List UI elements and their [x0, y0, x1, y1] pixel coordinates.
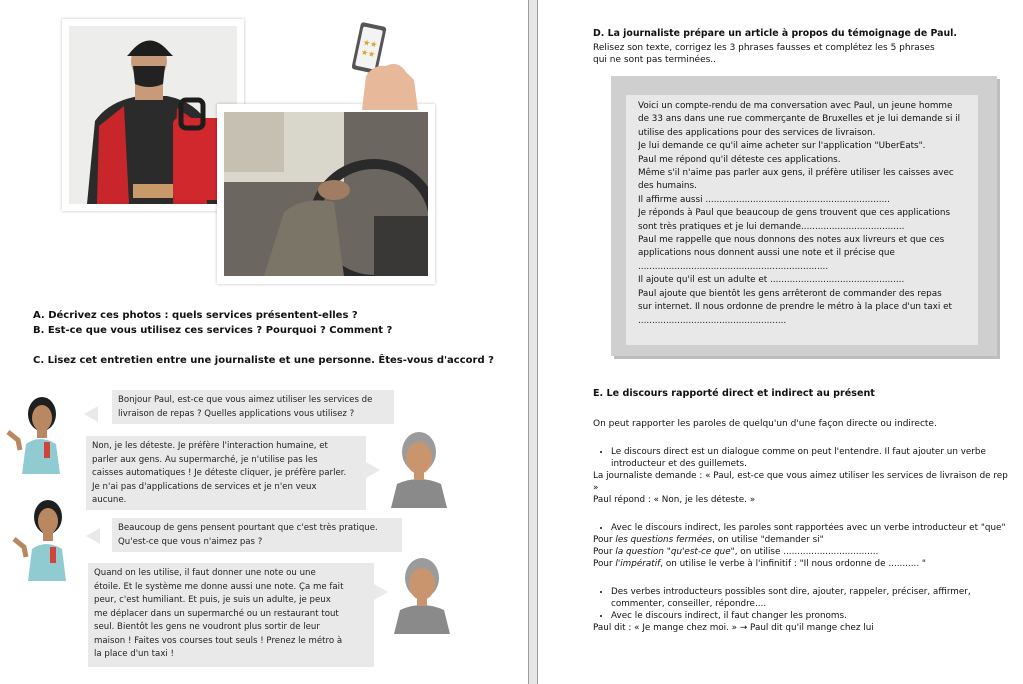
report-line: sont très pratiques et je lui demande..................................... — [638, 221, 905, 232]
dialogue-line: parler aux gens. Au supermarché, je n'utilise pas les — [92, 454, 318, 465]
dialogue-line: aucune. — [92, 495, 127, 505]
report-line: ..................................................... — [638, 315, 787, 326]
svg-text:★★: ★★ — [360, 47, 376, 60]
dialogue-line: seul. Bientôt les gens ne voudront plus sortir de leur — [94, 622, 320, 632]
section-d-title: D. La journaliste prépare un article à propos du témoignage de Paul. — [593, 28, 957, 39]
report-line: Je réponds à Paul que beaucoup de gens trouvent que ces applications — [638, 208, 951, 219]
paul-avatar — [386, 552, 458, 634]
bullet-item: • Le discours direct est un dialogue comme on peut l'entendre. Il faut ajouter un verbe introducteur et des guillemets. — [611, 446, 1023, 470]
report-line: Même s'il n'aime pas parler aux gens, il préfère utiliser les caisses avec — [638, 168, 954, 179]
dialogue-line: Non, je les déteste. Je préfère l'interaction humaine, et — [92, 441, 328, 451]
dialogue-line: me déplacer dans un supermarché ou un restaurant tout — [94, 608, 339, 619]
dialogue-bubble-journalist — [112, 518, 402, 552]
question-c: C. Lisez cet entretien entre une journaliste et une personne. Êtes-vous d'accord ? — [33, 355, 494, 366]
bullet-list — [593, 522, 1023, 534]
instruction-line: Relisez son texte, corrigez les 3 phrases fausses et complétez les 5 phrases — [593, 43, 935, 53]
section-e-intro: On peut rapporter les paroles de quelqu'un d'une façon directe ou indirecte. — [593, 419, 937, 429]
section-e-title: E. Le discours rapporté direct et indirect au présent — [593, 388, 875, 399]
bubble-tail — [86, 528, 100, 544]
bubble-tail — [84, 406, 98, 422]
phone-rating-illustration — [352, 20, 422, 110]
bullet-item: • Des verbes introducteurs possibles sont dire, ajouter, rappeler, préciser, affirmer, commenter, conseiller, répondre.... — [611, 586, 1023, 610]
report-line: Il ajoute qu'il est un adulte et ................................................ — [638, 275, 905, 286]
right-page — [538, 0, 1023, 684]
question-a: A. Décrivez ces photos : quels services présentent-elles ? — [33, 310, 358, 321]
report-line: Voici un compte-rendu de ma conversation avec Paul, un jeune homme — [638, 101, 953, 111]
report-line: de 33 ans dans une rue commerçante de Bruxelles et je lui demande si il — [638, 114, 961, 125]
bullet-item: • Avec le discours indirect, les paroles sont rapportées avec un verbe introducteur et "que" — [611, 522, 1023, 534]
report-line: Je lui demande ce qu'il aime acheter sur l'application "UberEats". — [638, 141, 926, 152]
dialogue-line: livraison de repas ? Quelles applications vous utilisez ? — [118, 408, 355, 419]
dialogue-line: Qu'est-ce que vous n'aimez pas ? — [118, 536, 263, 547]
example-line: » — [593, 483, 599, 493]
driver-photo — [217, 104, 435, 284]
rule-line: Pour l'impératif, on utilise le verbe à l'infinitif : "Il nous ordonne de ........... " — [593, 559, 926, 569]
example-line: Paul répond : « Non, je les déteste. » — [593, 495, 756, 505]
dialogue-line: étoile. Et le système me donne aussi une note. Ça me fait — [94, 581, 344, 592]
dialogue-line: Bonjour Paul, est-ce que vous aimez utiliser les services de — [118, 395, 373, 405]
dialogue-bubble-paul — [88, 563, 374, 667]
report-line: applications nous donnent aussi une note et il précise que — [638, 248, 895, 259]
section-d-instructions — [593, 42, 935, 66]
dialogue-line: Quand on les utilise, il faut donner une note ou une — [94, 568, 316, 578]
bullet-list — [593, 586, 1023, 622]
bullet-list — [593, 446, 1023, 470]
report-line: Paul ajoute que bientôt les gens arrêteront de commander des repas — [638, 288, 942, 299]
dialogue-line: maison ! Faites vos courses tout seuls ! Prenez le métro à — [94, 635, 343, 646]
rule-line: Pour la question "qu'est-ce que", on utilise .................................. — [593, 547, 879, 557]
report-line: utilise des applications pour des services de livraison. — [638, 127, 876, 138]
bubble-tail — [366, 462, 380, 478]
example-line: Paul dit : « Je mange chez moi. » → Paul dit qu'il mange chez lui — [593, 623, 874, 633]
example-line: La journaliste demande : « Paul, est-ce que vous aimez utiliser les services de livraison de rep — [593, 471, 1008, 481]
svg-text:★★: ★★ — [362, 37, 379, 50]
report-line: Il affirme aussi .................................................................. — [638, 194, 890, 205]
bubble-tail — [374, 584, 388, 600]
bullet-item: • Avec le discours indirect, il faut changer les pronoms. — [611, 610, 1023, 622]
report-line: des humains. — [638, 181, 697, 192]
dialogue-line: Beaucoup de gens pensent pourtant que c'est très pratique. — [118, 523, 378, 533]
dialogue-line: peur, c'est humiliant. Et puis, je suis un adulte, je peux — [94, 595, 331, 605]
journalist-avatar — [12, 495, 82, 581]
dialogue-bubble-journalist — [112, 390, 394, 424]
instruction-line: qui ne sont pas terminées.. — [593, 55, 717, 65]
section-e-body — [593, 446, 1023, 634]
paul-avatar — [383, 426, 455, 508]
rule-line: Pour les questions fermées, on utilise "demander si" — [593, 535, 824, 545]
dialogue-bubble-paul — [86, 436, 366, 510]
report-line: sur internet. Il nous ordonne de prendre le métro à la place d'un taxi et — [638, 302, 952, 313]
report-line: Paul me rappelle que nous donnons des notes aux livreurs et que ces — [638, 235, 945, 246]
dialogue-line: caisses automatiques ! Je déteste cliquer, je préfère parler. — [92, 468, 347, 478]
page-gutter — [528, 0, 538, 684]
dialogue-line: la place d'un taxi ! — [94, 649, 174, 659]
report-line: .................................................................... — [638, 261, 829, 272]
dialogue-line: Je n'ai pas d'applications de services et je n'en veux — [92, 481, 317, 492]
report-text — [638, 100, 974, 328]
journalist-avatar — [6, 392, 74, 474]
report-line: Paul me répond qu'il déteste ces applications. — [638, 154, 841, 165]
question-b: B. Est-ce que vous utilisez ces services ? Pourquoi ? Comment ? — [33, 325, 393, 336]
